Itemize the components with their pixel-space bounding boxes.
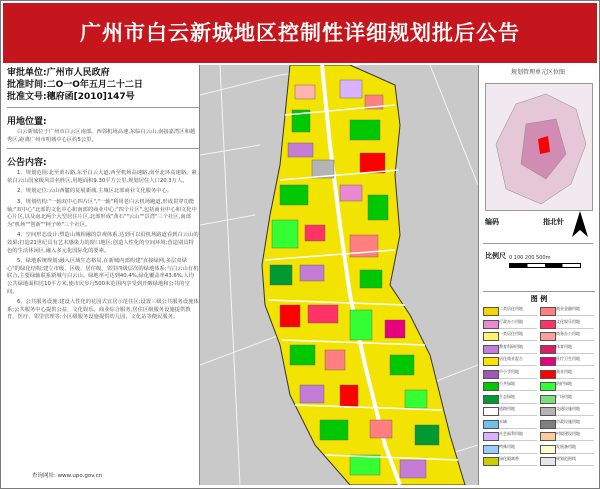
legend — [483, 291, 595, 484]
legend-label: 二类居住用地 — [499, 306, 537, 316]
approval-unit-label: 审批单位: — [7, 68, 47, 78]
legend-swatch — [540, 407, 556, 416]
legend-label: 特殊用地 — [499, 444, 537, 454]
legend-item — [483, 306, 537, 315]
content-title: 公告内容: — [7, 158, 47, 169]
approval-time-label: 批准时间: — [7, 80, 47, 90]
legend-swatch — [540, 432, 556, 441]
legend-item — [540, 394, 594, 403]
website-link[interactable]: 查询网址: www.upo.gov.cn — [32, 473, 103, 479]
legend-swatch — [483, 357, 499, 366]
legend-item — [540, 306, 594, 315]
legend-item — [540, 319, 594, 328]
legend-label: 医疗卫生用地 — [556, 356, 594, 366]
legend-label: 交通设施用地 — [556, 406, 594, 416]
legend-label: 中小学用地 — [499, 369, 537, 379]
location-text: 白云新城位于广州市白云区南部。西邻机场高速,东临白云山,南接嘉湾区和越秀区,距离广州市明城中心区约5公里。 — [7, 129, 196, 143]
north-arrow-icon — [571, 211, 589, 237]
legend-swatch — [483, 407, 499, 416]
legend-item — [540, 444, 594, 453]
land-use-map-svg — [200, 65, 478, 485]
approval-time: 二O一O年五月二十二日 — [46, 80, 143, 90]
legend-item — [540, 431, 594, 440]
legend-item — [483, 319, 537, 328]
scale-bar — [509, 263, 581, 268]
legend-label: 教育科研用地 — [499, 344, 537, 354]
legend-item — [483, 394, 537, 403]
legend-panel — [479, 65, 597, 485]
legend-item — [540, 369, 594, 378]
approval-unit: 广州市人民政府 — [46, 68, 110, 78]
legend-item — [540, 331, 594, 340]
content-para-6: 6、公共服务设施:建设人性化的花园式宜居示范住区;设置三级公共服务设施体系;公共服务中心提供公益、文化娱乐、商业综合服务,居住区级服务设施提供教育、医疗、邻里管理等;小区级服务设施提供幼儿园、文化站等便民服务。 — [7, 299, 199, 321]
approval-time-row — [7, 79, 199, 91]
legend-item — [483, 444, 537, 453]
approval-doc: 穗府函[2010]147号 — [46, 92, 135, 102]
legend-label: 公共绿地 — [499, 381, 537, 391]
legend-label: 商务办公用地 — [556, 331, 594, 341]
legend-swatch — [483, 370, 499, 379]
content-para-4: 4、空间形态设计:塑造山城相融的景观体系,达到可以沿机场路道看到白云山的效果;打造21世纪具有艺术感染力的窗口地区;创造人性化的空间环境;营造别具特色的生活休闲区,融入多元化国际化的要素。 — [7, 232, 199, 254]
legend-items — [483, 306, 595, 482]
legend-label: 生态绿地 — [499, 394, 537, 404]
legend-label: 规划范围线 — [556, 456, 594, 466]
legend-label: 居住商业混合 — [499, 356, 537, 366]
legend-label: 发展备用地 — [556, 444, 594, 454]
legend-swatch — [483, 345, 499, 354]
legend-label: 村镇建设用地 — [556, 431, 594, 441]
legend-item — [483, 381, 537, 390]
legend-item — [540, 381, 594, 390]
legend-item — [483, 456, 537, 465]
legend-swatch — [540, 307, 556, 316]
content-para-5: 5、绿地系统规划:融入区域生态格局,在新城内部构建"直接绿网,多层双绿心"的绿化结构;建立市级、区级、居住级、邻里四级层次的绿地体系;与白云山有机联合,主要绿轴联系新城与白云山。绿地率可达到40.4%,绿化覆盖率43.6%,人均公共绿地面积达10平方米,使市民步行500米范围内享受到开敞绿地和公共的空间。 — [7, 258, 199, 295]
legend-item — [483, 331, 537, 340]
legend-item — [540, 419, 594, 428]
legend-item — [540, 456, 594, 465]
compass-label: 指北针 — [543, 218, 564, 226]
legend-label: 文化娱乐用地 — [556, 319, 594, 329]
legend-swatch — [483, 432, 499, 441]
legend-swatch — [540, 357, 556, 366]
code-label: 编码 — [485, 218, 499, 226]
location-map-svg — [486, 84, 592, 210]
legend-swatch — [540, 345, 556, 354]
legend-item — [540, 344, 594, 353]
legend-swatch — [540, 420, 556, 429]
approval-unit-row — [7, 67, 199, 79]
legend-item — [483, 369, 537, 378]
scale-text: 0 100 200 500m — [509, 255, 551, 261]
legend-swatch — [540, 445, 556, 454]
legend-label: 商业金融用地 — [556, 306, 594, 316]
approval-doc-row — [7, 91, 199, 103]
content-para-1: 1、规划范围:北至黄石路,东至白云大道,西至机场高速路,南至北环高速路。紧依白云山国家级风景名胜区,用地面积9.30平方公里,规划居住人口20.3万人。 — [7, 170, 197, 184]
page-title: 广州市白云新城地区控制性详细规划批后公告 — [80, 21, 520, 45]
location-map — [485, 83, 593, 211]
legend-label: 广场用地 — [556, 394, 594, 404]
legend-item — [483, 431, 537, 440]
legend-label: 市政设施用地 — [556, 419, 594, 429]
content-para-2: 2、规划定位:云山西麓的复展新城,主城区北部商业文化服务中心。 — [17, 188, 173, 195]
legend-swatch — [540, 382, 556, 391]
legend-swatch — [483, 395, 499, 404]
legend-label: 一类居住用地 — [499, 331, 537, 341]
title-banner — [3, 3, 597, 63]
legend-swatch — [483, 382, 499, 391]
divider — [483, 243, 593, 244]
legend-label: 体育用地 — [556, 344, 594, 354]
announcement-panel — [7, 67, 199, 485]
legend-label: 道路用地 — [499, 406, 537, 416]
land-use-map[interactable] — [199, 65, 479, 485]
content-para-3: 3、规划结构:"一轴双中心四片区","一轴"利用老白云机场跑道,形成贯穿功能轴;"双中心"北部的文化中心和南部的商业中心;"四个片区",包括商业中心和文化中心片区,以及南北两个大型居住片区,北部形成"黄石""云山""景湾"三个社区,南部为"机场""创新""柯子岭"三个社区。 — [7, 198, 197, 228]
legend-title: 图 例 — [530, 295, 548, 303]
legend-swatch — [483, 320, 499, 329]
legend-swatch — [540, 370, 556, 379]
legend-item — [540, 356, 594, 365]
scale-label: 比例尺 — [485, 252, 506, 260]
legend-swatch — [483, 307, 499, 316]
legend-label: 行政办公用地 — [499, 319, 537, 329]
legend-swatch — [483, 445, 499, 454]
legend-swatch — [483, 420, 499, 429]
legend-item — [540, 406, 594, 415]
legend-item — [483, 406, 537, 415]
legend-label: 防护绿地 — [556, 381, 594, 391]
divider — [7, 107, 199, 108]
location-map-title: 规划管理单元区位图 — [510, 69, 565, 76]
legend-swatch — [540, 332, 556, 341]
legend-item — [483, 356, 537, 365]
legend-item — [483, 419, 537, 428]
legend-swatch — [540, 457, 556, 466]
legend-swatch — [540, 395, 556, 404]
legend-label: 水域 — [499, 419, 537, 429]
legend-label: 绿化隔离带 — [499, 456, 537, 466]
legend-label: 社会福利用地 — [499, 431, 537, 441]
legend-swatch — [483, 457, 499, 466]
approval-doc-label: 批准文号: — [7, 92, 47, 102]
divider — [7, 148, 199, 149]
legend-swatch — [540, 320, 556, 329]
location-title: 用地位置: — [7, 117, 47, 127]
legend-label: 商业用地 — [556, 369, 594, 379]
legend-item — [483, 344, 537, 353]
legend-swatch — [483, 332, 499, 341]
